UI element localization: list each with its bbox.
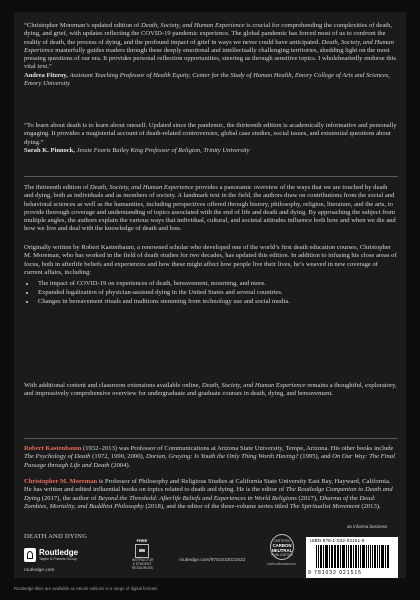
endorsement-1-attribution: Andrea Fitzroy, Assistant Teaching Professor of Health Equity, Center for the Study of Human Health, Emory College of Arts and Sciences, Emory University: [24, 71, 391, 87]
carbon-url: CarbonNeutral.com: [267, 562, 296, 566]
author-bio-kastenbaum: [24, 445, 398, 470]
endorsement-1: [24, 22, 398, 88]
barcode-number: 9 781032 021515: [308, 570, 362, 576]
routledge-logo-icon: [24, 548, 36, 562]
carbon-badge-line1: CERTIFIED: [273, 539, 291, 543]
carbon-badge-line3: PUBLICATION: [271, 553, 293, 557]
publisher-sub: Taylor & Francis Group: [39, 556, 77, 561]
description-paragraph-3: [24, 382, 398, 399]
endorsement-1-text: “Christopher Moreman’s updated edition of Death, Society, and Human Experience is crucial for comprehending the complexities of death, dying, and grief, with updates reflecting the COVID-19 pandemic experience. The global pandemic has forced most of us to confront the reality of death, the process of dying, and the profound impact of grief in ways we never could have anticipated. Death, Society, and Human Experience masterfully guides readers through these deeply emotional and intellectually challenging territories, shedding light on the most pressing questions of our era. It provides personal reflection opportunities, steering us through sensitive topics. I wholeheartedly endorse this vital text.”: [24, 22, 396, 71]
new-coverage-list: [36, 279, 398, 306]
list-item: • Expanded legalization of physician-assisted dying in the United States and several countries.: [36, 288, 398, 297]
free-badge-title: FREE: [136, 538, 148, 543]
bio-1-text: Robert Kastenbaum (1932–2013) was Professor of Communications at Arizona State University, Tempe, Arizona. His other books include The Psychology of Death (1972, 1990, 2000), Dorian, Graying: Is Youth the Only Thing Worth Having? (1995), and On Our Way: The Final Passage through Life and Death (2004).: [24, 445, 395, 469]
ebook-note: Routledge titles are available as eBook editions in a range of digital formats: [14, 586, 158, 591]
carbon-neutral-badge: [270, 534, 294, 560]
list-item: • Changes in bereavement rituals and traditions stemming from technology use and social media.: [36, 297, 398, 306]
free-badge-text: INSTRUCTOR & STUDENT RESOURCES: [132, 558, 154, 570]
list-item: • The impact of COVID-19 on experiences of death, bereavement, mourning, and more.: [36, 279, 398, 288]
endorsement-2: [24, 122, 398, 155]
cover-panel: [14, 12, 406, 578]
resources-icon: [135, 544, 149, 558]
barcode-bars: [316, 545, 390, 568]
cover-footer-strip: [14, 538, 406, 578]
endorsement-2-attribution: Sarah K. Pinnock, Jessie Fearis Bailey King Professor of Religion, Trinity University: [24, 146, 250, 154]
publisher-logo: [24, 548, 78, 562]
author-bio-moreman: [24, 478, 398, 511]
description-1-text: The thirteenth edition of Death, Society, and Human Experience provides a panoramic overview of the ways that we are touched by death and dying, both as individuals and as members of society. A landmark text in the field, the authors draw on contributions from the social and behavioral sciences as well as the humanities, including perspectives offered through history, philosophy, religion, literature, and the arts, to provide thorough coverage and understanding of topics associated with the end of life and death and dying. By approaching the subject from multiple angles, the authors explain the various ways that individual, cultural, and societal attitudes influence both how and when we die and how we live and deal with the knowledge of death and loss.: [24, 184, 396, 233]
bio-2-text: Christopher M. Moreman is Professor of Philosophy and Religious Studies at California State University East Bay, Hayward, California. He has written and edited influential books on topics related to death and dying. He is the editor of The Routledge Companion to Death and Dying (2017), the author of Beyond the Threshold: Afterlife Beliefs and Experiences in World Religions (2017), Dharma of the Dead: Zombies, Mortality, and Buddhist Philosophy (2018), and the editor of the three-volume series titled The Spiritualist Movement (2013).: [24, 478, 393, 510]
informa-label: an informa business: [347, 524, 388, 529]
description-paragraph-1: [24, 184, 398, 234]
free-resources-badge: [132, 538, 152, 570]
isbn-barcode: [306, 537, 398, 578]
resource-url: routledge.com/9781032021522: [179, 558, 246, 563]
description-paragraph-2: [24, 244, 398, 306]
description-2-text: Originally written by Robert Kastenbaum, a renowned scholar who developed one of the world’s first death education courses, Christopher M. Moreman, who has worked in the field of death studies for two decades, has updated this edition. In addition to infusing his close areas of focus, both in afterlife beliefs and experiences and how these might affect how people live their lives, he’s weaved in new coverage of current affairs, including:: [24, 244, 397, 276]
series-label: DEATH AND DYING: [24, 533, 88, 540]
description-3-text: With additional content and classroom extensions available online, Death, Society, and Human Experience remains a thoughtful, exploratory, and impressively comprehensive overview for undergraduate and graduate courses in death, dying, and bereavement.: [24, 382, 397, 398]
publisher-name-block: [39, 549, 78, 562]
endorsement-2-text: “To learn about death is to learn about oneself. Updated since the pandemic, the thirteenth edition is academically informative and personally engaging. It provides a magisterial account of death-related controversies, global case studies, social issues, and existential questions about dying.”: [24, 122, 397, 146]
carbon-badge-line2: CARBON NEUTRAL: [271, 543, 293, 553]
isbn-text: ISBN 978-1-032-02151-5: [310, 538, 365, 543]
publisher-name: Routledge: [39, 547, 79, 557]
divider: [24, 176, 398, 177]
publisher-site: routledge.com: [24, 568, 55, 573]
divider: [24, 438, 398, 439]
